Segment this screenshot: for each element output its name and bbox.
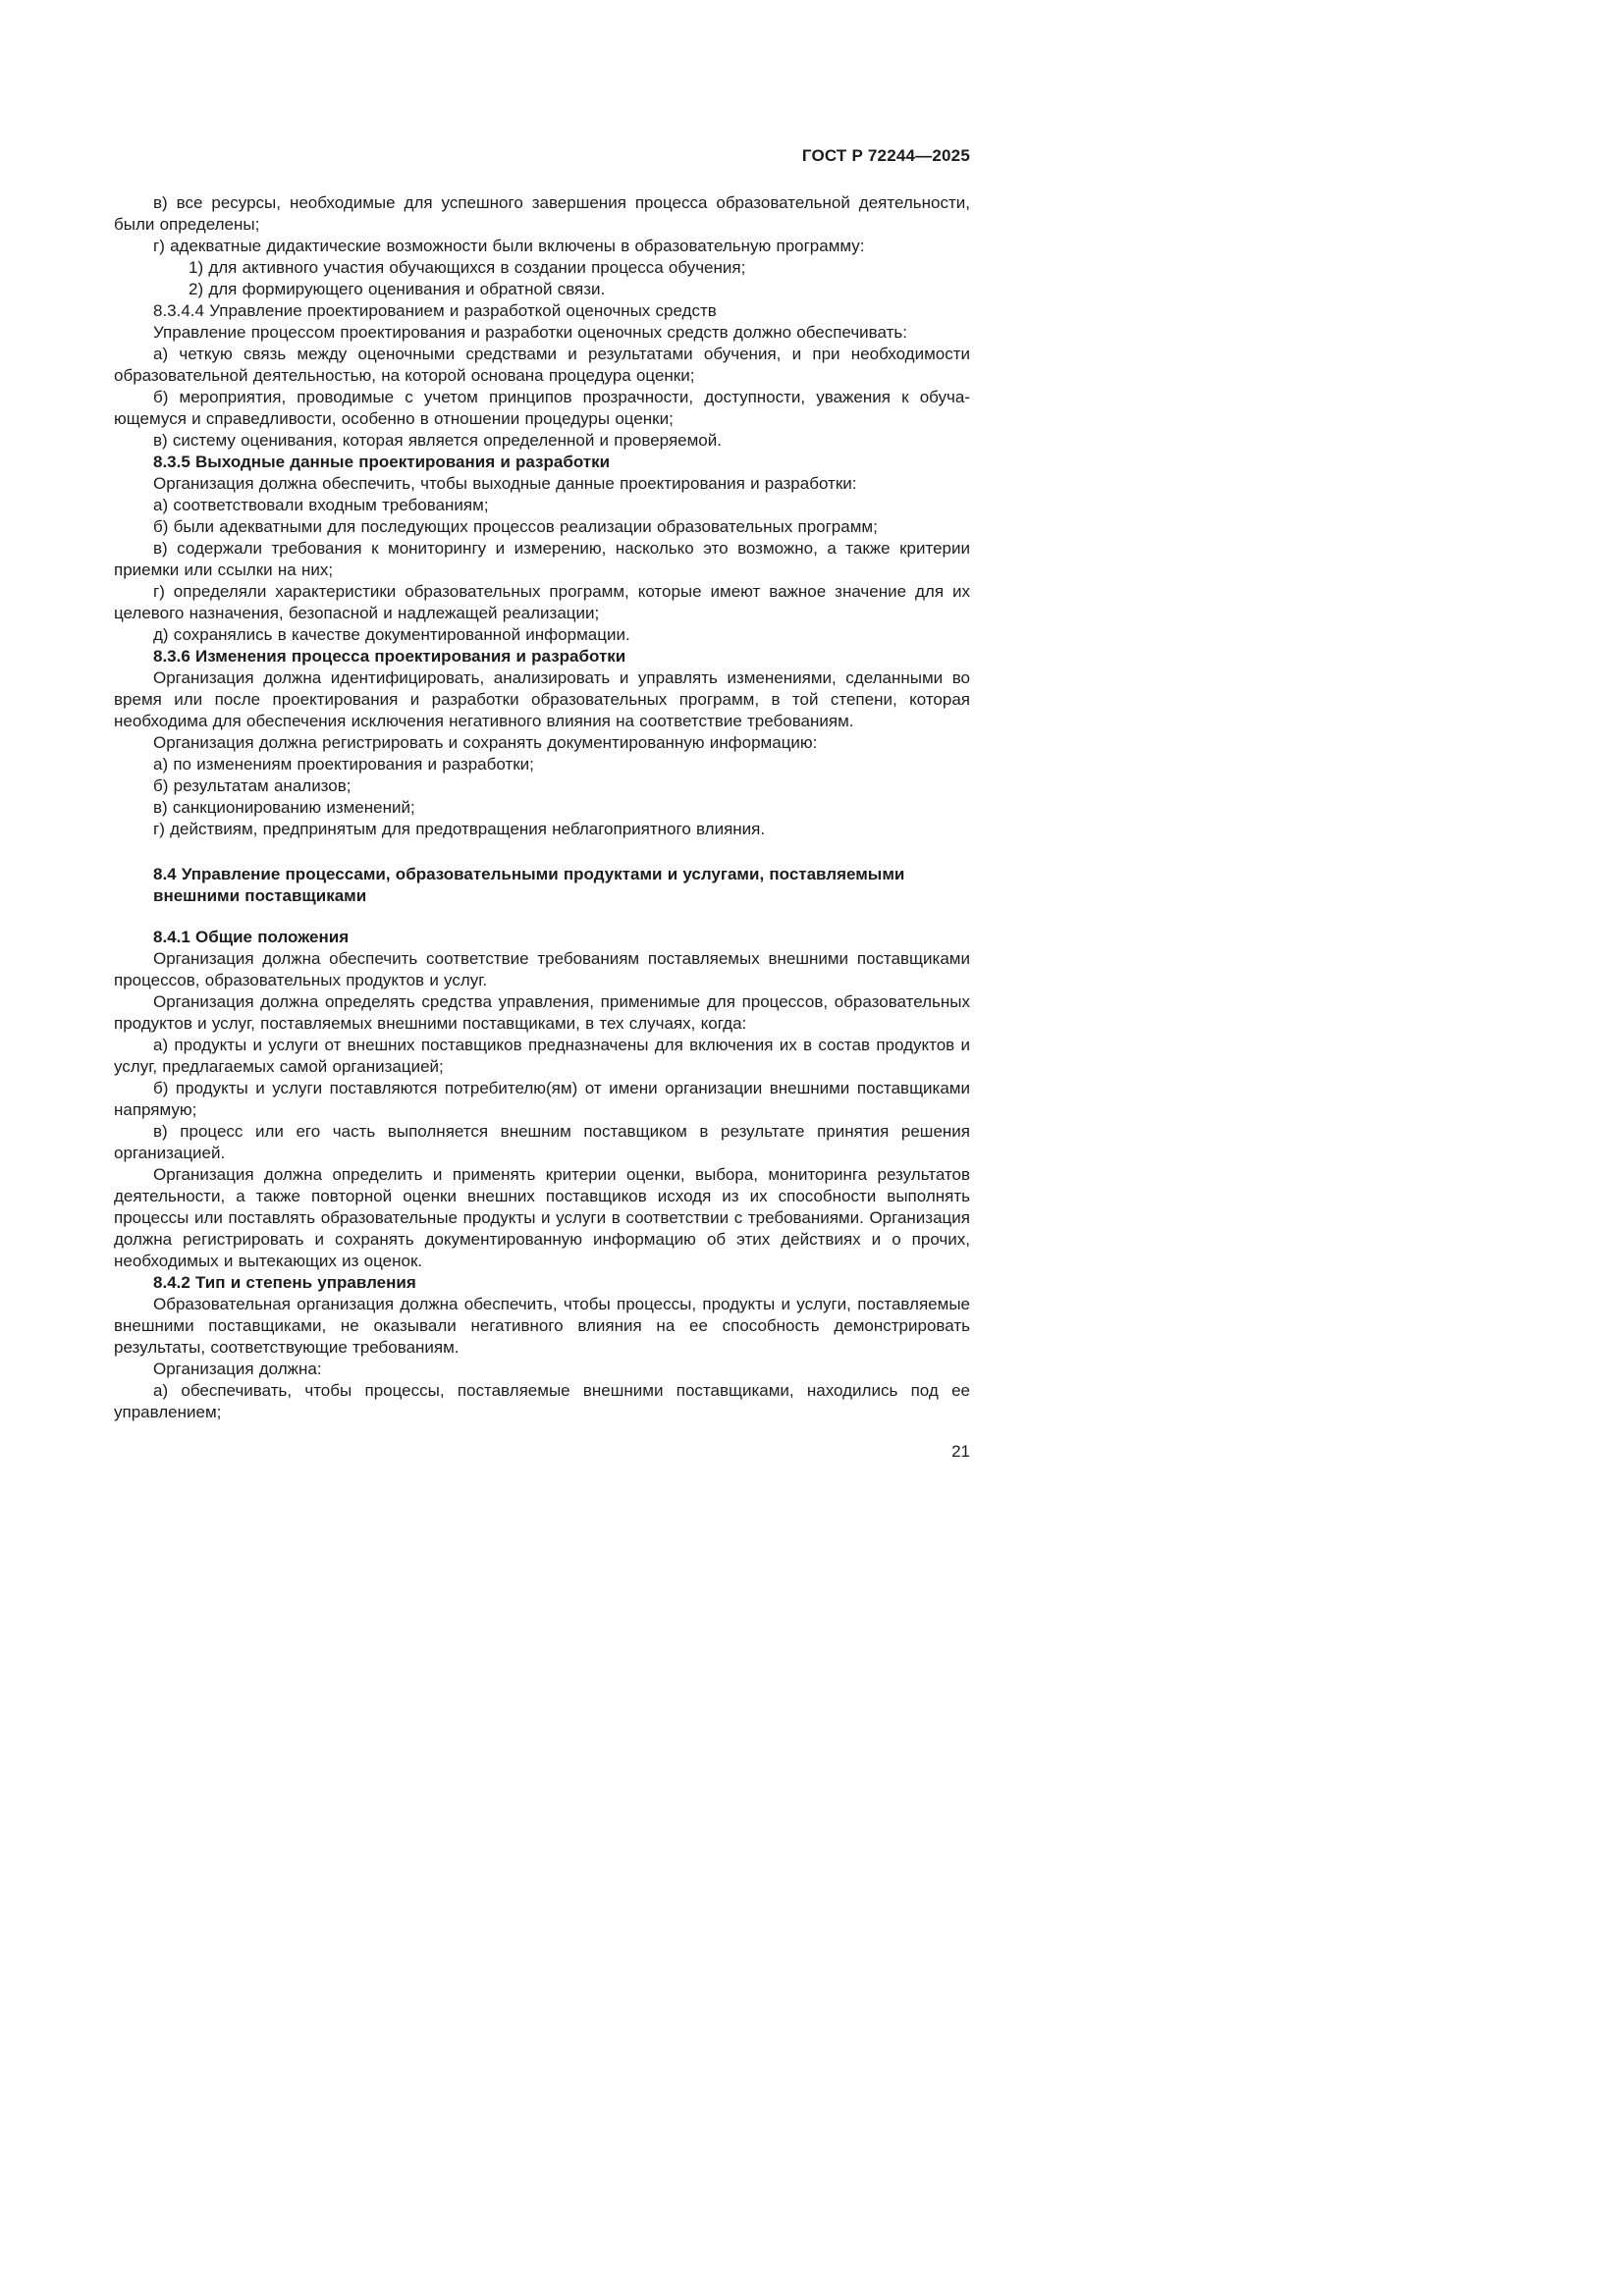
paragraph: Организация должна:: [153, 1360, 322, 1378]
paragraph: б) продукты и услуги поставляются потребителю(ям) от имени организации внешними поставщиками напрямую;: [114, 1079, 970, 1119]
section-heading: 8.4 Управление процессами, образовательными продуктами и услугами, поставляемыми внешними поставщиками: [153, 865, 905, 905]
paragraph: а) по изменениям проектирования и разработки;: [153, 755, 534, 774]
paragraph: 8.3.4.4 Управление проектированием и разработкой оценочных средств: [153, 301, 717, 320]
paragraph: а) продукты и услуги от внешних поставщиков предназначены для включения их в состав продуктов и услуг, предлагаемых самой организацией;: [114, 1036, 970, 1076]
paragraph: г) адекватные дидактические возможности были включены в образовательную программу:: [153, 237, 865, 255]
paragraph: б) результатам анализов;: [153, 776, 352, 795]
paragraph: Организация должна обеспечить, чтобы выходные данные проектирования и разработки:: [153, 474, 857, 493]
paragraph: в) содержали требования к мониторингу и измерению, насколько это возможно, а также критерии приемки или ссылки на них;: [114, 539, 970, 579]
section-heading: 8.4.2 Тип и степень управления: [153, 1273, 416, 1292]
paragraph: в) все ресурсы, необходимые для успешного завершения процесса образовательной деятельности, были определены;: [114, 193, 970, 234]
paragraph: Организация должна обеспечить соответствие требованиям поставляемых внешними поставщиками процессов, образовательных продуктов и услуг.: [114, 949, 970, 989]
paragraph: в) санкционированию изменений;: [153, 798, 415, 817]
paragraph: 1) для активного участия обучающихся в создании процесса обучения;: [189, 258, 746, 277]
paragraph: а) соответствовали входным требованиям;: [153, 496, 489, 514]
paragraph: в) систему оценивания, которая является определенной и проверяемой.: [153, 431, 722, 450]
paragraph: Управление процессом проектирования и разработки оценочных средств должно обеспечивать:: [153, 323, 907, 342]
paragraph: а) обеспечивать, чтобы процессы, поставляемые внешними поставщиками, находились под ее управлением;: [114, 1381, 970, 1421]
paragraph: Организация должна определить и применять критерии оценки, выбора, мониторинга результатов деятельности, а также повторной оценки внешних поставщиков исходя из их способности выполнять процессы или поставлять образовательные продукты и услуги в соответствии с требованиями. Организация должна регистрировать и сохранять документированную информацию об этих действиях и о прочих, необходимых и вытекающих из оценок.: [114, 1165, 970, 1270]
paragraph: 2) для формирующего оценивания и обратной связи.: [189, 280, 606, 298]
section-heading: 8.3.6 Изменения процесса проектирования и разработки: [153, 647, 626, 666]
paragraph: б) мероприятия, проводимые с учетом принципов прозрачности, доступности, уважения к обучающемуся и справедливости, особенно в отношении процедуры оценки;: [114, 388, 970, 428]
page-content: [114, 145, 970, 1463]
paragraph: г) действиям, предпринятым для предотвращения неблагоприятного влияния.: [153, 820, 766, 838]
section-heading: 8.3.5 Выходные данные проектирования и разработки: [153, 453, 611, 471]
paragraph: д) сохранялись в качестве документированной информации.: [153, 625, 630, 644]
page-number: 21: [951, 1442, 970, 1461]
paragraph: а) четкую связь между оценочными средствами и результатами обучения, и при необходимости образовательной деятельностью, на которой основана процедура оценки;: [114, 345, 970, 385]
paragraph: Организация должна идентифицировать, анализировать и управлять изменениями, сделанными во время или после проектирования и разработки образовательных программ, в той степени, которая необходима для обеспечения исключения негативного влияния на соответствие требованиям.: [114, 668, 970, 730]
paragraph: в) процесс или его часть выполняется внешним поставщиком в результате принятия решения организацией.: [114, 1122, 970, 1162]
document-code: ГОСТ Р 72244—2025: [801, 146, 970, 165]
paragraph: Образовательная организация должна обеспечить, чтобы процессы, продукты и услуги, поставляемые внешними поставщиками, не оказывали негативного влияния на ее способность демонстрировать результаты, соответствующие требованиям.: [114, 1295, 970, 1357]
paragraph: г) определяли характеристики образовательных программ, которые имеют важное значение для их целевого назначения, безопасной и надлежащей реализации;: [114, 582, 970, 622]
document-body: [114, 192, 970, 1423]
paragraph: Организация должна определять средства управления, применимые для процессов, образовательных продуктов и услуг, поставляемых внешними поставщиками, в тех случаях, когда:: [114, 992, 970, 1033]
paragraph: б) были адекватными для последующих процессов реализации образовательных программ;: [153, 517, 878, 536]
section-heading: 8.4.1 Общие положения: [153, 928, 350, 946]
paragraph: Организация должна регистрировать и сохранять документированную информацию:: [153, 733, 818, 752]
